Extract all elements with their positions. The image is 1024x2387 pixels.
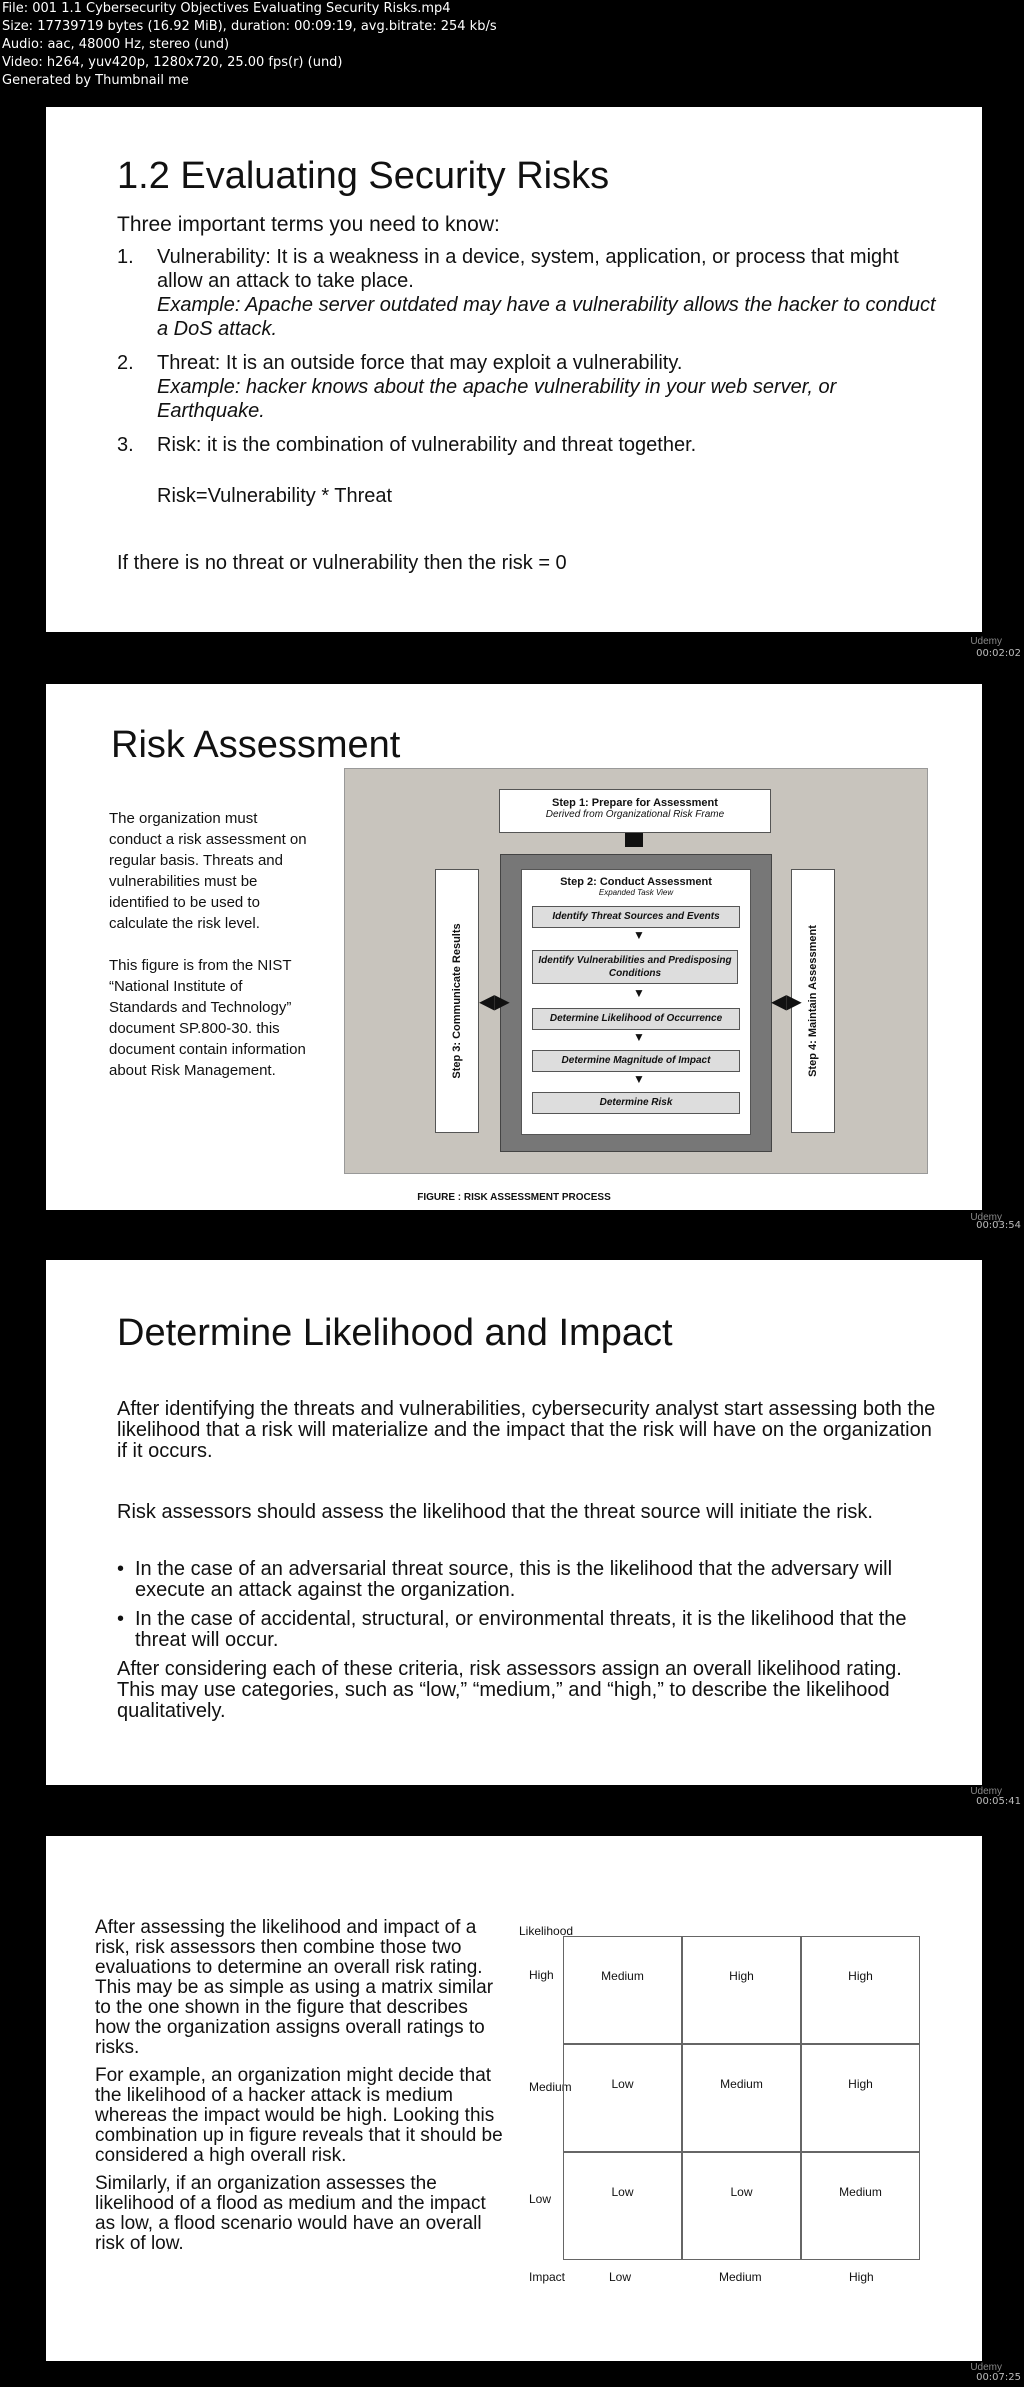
arrow-down-icon: ▼ bbox=[633, 1030, 645, 1044]
slide-title: Determine Likelihood and Impact bbox=[117, 1312, 673, 1354]
task-box: Determine Risk bbox=[532, 1092, 740, 1114]
list-item bbox=[117, 1609, 937, 1651]
risk-assessment-diagram bbox=[344, 768, 928, 1174]
x-axis-label: Impact bbox=[529, 2270, 566, 2284]
step1-sub: Derived from Organizational Risk Frame bbox=[545, 809, 725, 820]
step3-box bbox=[435, 869, 479, 1133]
list-item bbox=[117, 245, 937, 341]
risk-matrix bbox=[519, 1924, 979, 2304]
list-item bbox=[117, 351, 937, 423]
item-example: Example: hacker knows about the apache vulnerability in your web server, or Earthquake. bbox=[157, 376, 837, 422]
file-info-line: Video: h264, yuv420p, 1280x720, 25.00 fps(r) (und) bbox=[2, 55, 343, 70]
paragraph: The organization must conduct a risk assessment on regular basis. Threats and vulnerabilities must be identified to be used to calculate the risk level. bbox=[109, 810, 307, 932]
matrix-cell: Medium bbox=[801, 2152, 920, 2260]
step2-title: Step 2: Conduct Assessment bbox=[560, 876, 712, 888]
double-arrow-icon: ◀▶ bbox=[771, 991, 802, 1013]
step4-label: Step 4: Maintain Assessment bbox=[807, 925, 819, 1077]
slide-evaluating-security-risks bbox=[46, 107, 982, 632]
matrix-cell: Low bbox=[682, 2152, 801, 2260]
paragraph: After assessing the likelihood and impact of a risk, risk assessors then combine those two evaluations to determine an overall risk rating. This may be as simple as using a matrix similar to the one shown in the figure that describes how the organization assigns overall ratings to risks. bbox=[95, 1917, 494, 2058]
file-info-line: Generated by Thumbnail me bbox=[2, 73, 189, 88]
timestamp: 00:07:25 bbox=[976, 2372, 1021, 2383]
y-axis-label: Likelihood bbox=[519, 1924, 574, 1938]
task-box: Identify Vulnerabilities and Predisposing Conditions bbox=[532, 950, 738, 984]
udemy-logo: Udemy bbox=[970, 1786, 1002, 1797]
slide-title: Risk Assessment bbox=[111, 724, 401, 766]
matrix-cell: Low bbox=[563, 2152, 682, 2260]
paragraph: This figure is from the NIST “National Institute of Standards and Technology” document SP.800-30. this document contain information about Risk Management. bbox=[109, 957, 306, 1079]
col-label: High bbox=[849, 2270, 874, 2284]
matrix-cell: High bbox=[682, 1936, 801, 2044]
item-text: Risk: it is the combination of vulnerability and threat together. bbox=[157, 434, 697, 456]
arrow-down-icon: ▼ bbox=[633, 986, 645, 1000]
step2-frame bbox=[500, 854, 772, 1152]
file-info-line: Size: 17739719 bytes (16.92 MiB), duration: 00:09:19, avg.bitrate: 254 kb/s bbox=[2, 19, 497, 34]
paragraph: After considering each of these criteria, risk assessors assign an overall likelihood rating. This may use categories, such as “low,” “medium,” and “high,” to describe the likelihood qualitatively. bbox=[117, 1658, 902, 1722]
bullet-icon: • bbox=[117, 1608, 125, 1630]
bullet-text: In the case of accidental, structural, or environmental threats, it is the likelihood that the threat will occur. bbox=[135, 1608, 907, 1651]
file-info-header bbox=[0, 0, 1024, 90]
footer-note: If there is no threat or vulnerability then the risk = 0 bbox=[117, 552, 567, 574]
slide-risk-matrix bbox=[46, 1836, 982, 2361]
slide-risk-assessment bbox=[46, 684, 982, 1210]
bullet-list bbox=[117, 1559, 937, 1659]
item-number: 1. bbox=[117, 246, 134, 268]
item-number: 2. bbox=[117, 352, 134, 374]
paragraph: After identifying the threats and vulnerabilities, cybersecurity analyst start assessing both the likelihood that a risk will materialize and the impact that the risk will have on the organization if it occurs. bbox=[117, 1398, 936, 1462]
step2-sub: Expanded Task View bbox=[598, 888, 674, 897]
description-text bbox=[109, 808, 309, 1102]
description-text bbox=[95, 1918, 505, 2262]
col-label: Low bbox=[609, 2270, 632, 2284]
step3-label: Step 3: Communicate Results bbox=[451, 923, 463, 1079]
udemy-logo: Udemy bbox=[970, 1212, 1002, 1223]
udemy-logo: Udemy bbox=[970, 636, 1002, 647]
item-number: 3. bbox=[117, 434, 134, 456]
task-box: Determine Likelihood of Occurrence bbox=[532, 1008, 740, 1030]
file-info-line: File: 001 1.1 Cybersecurity Objectives Evaluating Security Risks.mp4 bbox=[2, 1, 451, 16]
slide-title: 1.2 Evaluating Security Risks bbox=[117, 155, 610, 197]
item-text: Vulnerability: It is a weakness in a device, system, application, or process that might allow an attack to take place. bbox=[157, 246, 899, 292]
figure-caption: FIGURE : RISK ASSESSMENT PROCESS bbox=[417, 1192, 611, 1203]
matrix-cell: Low bbox=[563, 2044, 682, 2152]
item-text: Threat: It is an outside force that may exploit a vulnerability. bbox=[157, 352, 683, 374]
arrow-down-icon bbox=[625, 833, 643, 847]
matrix-cell: High bbox=[801, 1936, 920, 2044]
step1-title: Step 1: Prepare for Assessment bbox=[552, 797, 718, 809]
list-item bbox=[117, 433, 937, 457]
timestamp: 00:03:54 bbox=[976, 1220, 1021, 1231]
risk-formula: Risk=Vulnerability * Threat bbox=[157, 485, 393, 507]
bullet-text: In the case of an adversarial threat source, this is the likelihood that the adversary will execute an attack against the organization. bbox=[135, 1558, 893, 1601]
timestamp: 00:02:02 bbox=[976, 648, 1021, 659]
step2-box bbox=[521, 869, 751, 1135]
item-example: Example: Apache server outdated may have a vulnerability allows the hacker to conduct a DoS attack. bbox=[157, 294, 936, 340]
step1-box bbox=[499, 789, 771, 833]
intro-text: Three important terms you need to know: bbox=[117, 213, 500, 236]
timestamp: 00:05:41 bbox=[976, 1796, 1021, 1807]
slide-likelihood-impact bbox=[46, 1260, 982, 1785]
paragraph: Risk assessors should assess the likelihood that the threat source will initiate the risk. bbox=[117, 1501, 873, 1523]
double-arrow-icon: ◀▶ bbox=[479, 991, 510, 1013]
matrix-cell: High bbox=[801, 2044, 920, 2152]
matrix-cell: Medium bbox=[682, 2044, 801, 2152]
file-info-line: Audio: aac, 48000 Hz, stereo (und) bbox=[2, 37, 230, 52]
row-label: Medium bbox=[529, 2080, 572, 2094]
bullet-icon: • bbox=[117, 1558, 125, 1580]
udemy-logo: Udemy bbox=[970, 2362, 1002, 2373]
paragraph: For example, an organization might decide that the likelihood of a hacker attack is medium whereas the impact would be high. Looking this combination up in figure reveals that it should be considered a high overall risk. bbox=[95, 2065, 503, 2166]
arrow-down-icon: ▼ bbox=[633, 1072, 645, 1086]
task-box: Identify Threat Sources and Events bbox=[532, 906, 740, 928]
col-label: Medium bbox=[719, 2270, 762, 2284]
arrow-down-icon: ▼ bbox=[633, 928, 645, 942]
terms-list bbox=[117, 245, 937, 467]
row-label: High bbox=[529, 1968, 554, 1982]
paragraph: Similarly, if an organization assesses the likelihood of a flood as medium and the impact as low, a flood scenario would have an overall risk of low. bbox=[95, 2173, 486, 2254]
task-box: Determine Magnitude of Impact bbox=[532, 1050, 740, 1072]
matrix-cell: Medium bbox=[563, 1936, 682, 2044]
row-label: Low bbox=[529, 2192, 552, 2206]
list-item bbox=[117, 1559, 937, 1601]
